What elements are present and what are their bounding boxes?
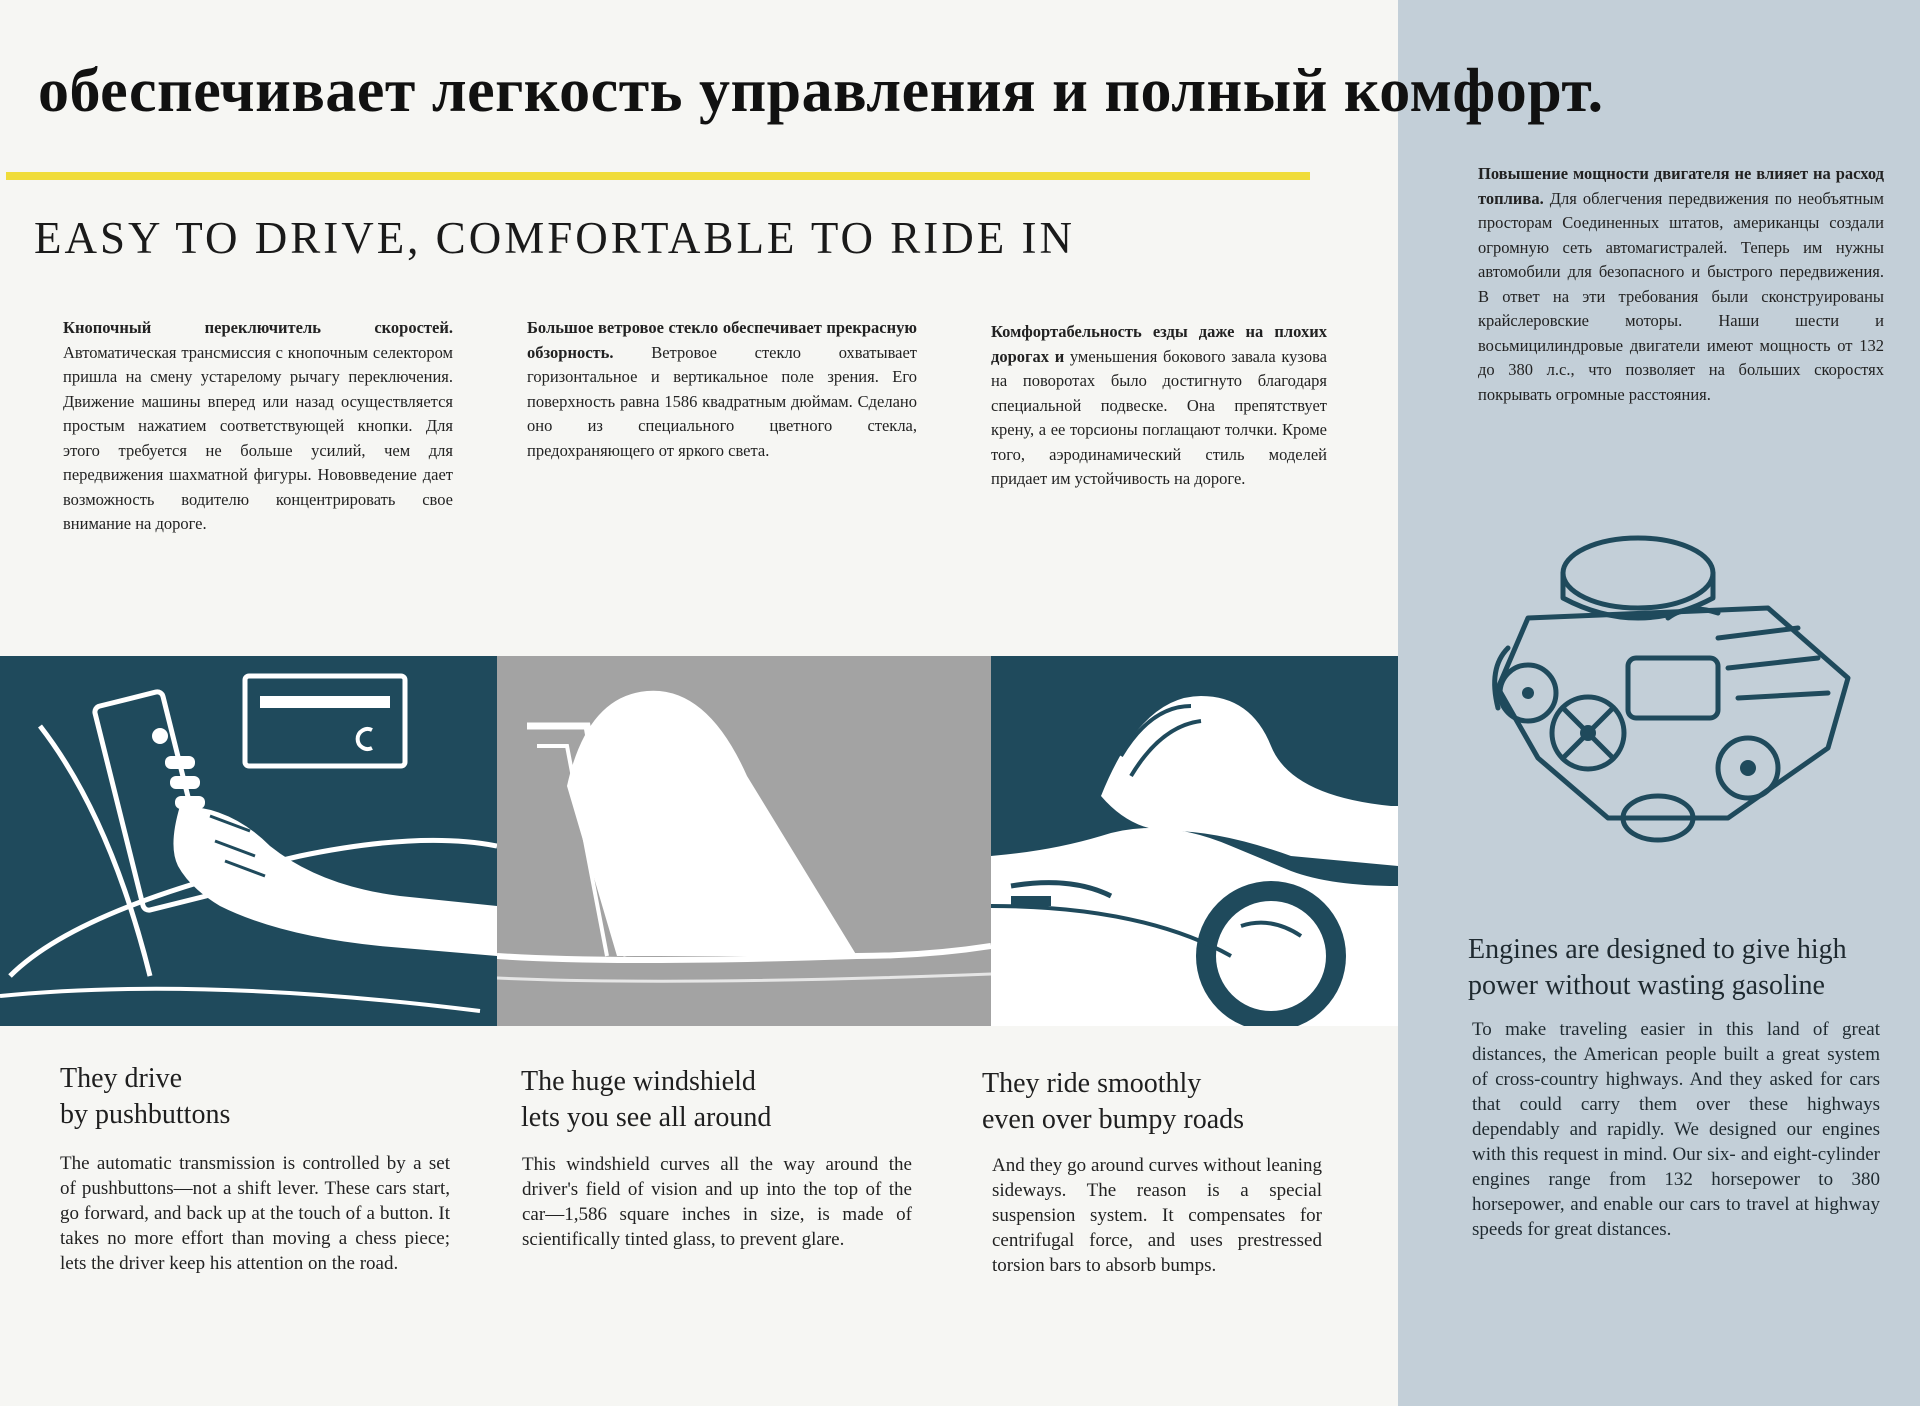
pushbutton-illustration: [0, 656, 497, 1026]
ru-column-2: [527, 316, 917, 463]
en-title-1: [60, 1061, 460, 1133]
sidebar-en-title-line-1: Engines are designed to give high: [1468, 934, 1847, 965]
en-body-1: The automatic transmission is controlled by a set of pushbuttons—not a shift lever. These cars start, go forward, and back up at the touch of a button. It takes no more effort than moving a chess piece; lets the driver keep his attention on the road.: [60, 1153, 450, 1274]
sidebar-en-title: [1468, 932, 1908, 1004]
ru-body-1: Автоматическая трансмиссия с кнопочным селектором пришла на смену устарелому рычагу переключения. Движение машины вперед или назад осуществляется простым нажатием соответствующей кнопки. Для этого требуется не больше усилий, чем для передвижения шахматной фигуры. Нововведение дает возможность водителю концентрировать свое внимание на дороге.: [63, 342, 453, 533]
en-title-3-line-2: even over bumpy roads: [982, 1104, 1245, 1135]
ru-lead-2: Большое ветровое стекло обеспечивает прекрасную обзорность.: [527, 318, 917, 362]
section-title: EASY TO DRIVE, COMFORTABLE TO RIDE IN: [34, 213, 1075, 263]
yellow-divider: [6, 172, 1310, 180]
windshield-icon: [497, 656, 991, 1026]
headline: обеспечивает легкость управления и полный комфорт.: [38, 57, 1604, 125]
en-title-1-line-2: by pushbuttons: [60, 1099, 231, 1130]
ru-body-3: уменьшения бокового завала кузова на поворотах было достигнуто благодаря специальной подвеске. Она препятствует крену, а ее торсионы поглащают толчки. Кроме того, аэродинамический стиль моделей придает им устойчивость на дороге.: [991, 346, 1327, 488]
sidebar-ru-text: [1478, 162, 1884, 407]
en-title-3-line-1: They ride smoothly: [982, 1068, 1202, 1099]
en-title-2-line-2: lets you see all around: [521, 1102, 772, 1133]
engine-icon: [1468, 518, 1888, 878]
en-title-2-line-1: The huge windshield: [521, 1066, 756, 1097]
en-title-3: [982, 1066, 1382, 1138]
sidebar-ru-lead: Повышение мощности двигателя не влияет на расход топлива.: [1478, 164, 1884, 208]
sidebar-en-title-line-2: power without wasting gasoline: [1468, 970, 1825, 1001]
windshield-illustration: [497, 656, 991, 1026]
ru-body-2: Ветровое стекло охватывает горизонтальное и вертикальное поле зрения. Его поверхность равна 1586 квадратным дюймам. Сделано оно из специального цветного стекла, предохраняющего от яркого света.: [527, 342, 917, 460]
ru-column-1: [63, 316, 453, 537]
car-illustration: [991, 656, 1398, 1026]
car-fender-icon: [991, 656, 1398, 1026]
sidebar-ru-body: Для облегчения передвижения по необъятным просторам Соединенных штатов, американцы создали огромную сеть автомагистралей. Теперь им нужны автомобили для безопасного и быстрого передвижения. В ответ на эти требования были сконструированы крайслеровские моторы. Наши шести и восьмицилиндровые двигатели имеют мощность от 132 до 380 л.с., что позволяет на больших скоростях покрывать огромные расстояния.: [1478, 188, 1885, 404]
en-title-2: [521, 1064, 941, 1136]
en-body-2: This windshield curves all the way around the driver's field of vision and up into the top of the car—1,586 square inches in size, is made of scientifically tinted glass, to prevent glare.: [522, 1154, 912, 1250]
engine-illustration: [1468, 518, 1888, 878]
ru-lead-1: Кнопочный переключитель скоростей.: [63, 318, 453, 337]
pushbutton-hand-icon: [0, 656, 497, 1026]
en-body-3: And they go around curves without leaning sideways. The reason is a special suspension system. It compensates for centrifugal force, and uses prestressed torsion bars to absorb bumps.: [992, 1155, 1322, 1276]
ru-column-3: [991, 320, 1327, 492]
ru-lead-3: Комфортабельность езды даже на плохих дорогах и: [991, 322, 1327, 366]
sidebar-en-body: To make traveling easier in this land of great distances, the American people built a great system of cross-country highways. And they asked for cars that could carry them over these highways dependably and rapidly. We designed our engines with this request in mind. Our six- and eight-cylinder engines range from 132 horsepower to 380 horsepower, and enable our cars to travel at highway speeds for great distances.: [1472, 1019, 1880, 1240]
en-title-1-line-1: They drive: [60, 1063, 183, 1094]
